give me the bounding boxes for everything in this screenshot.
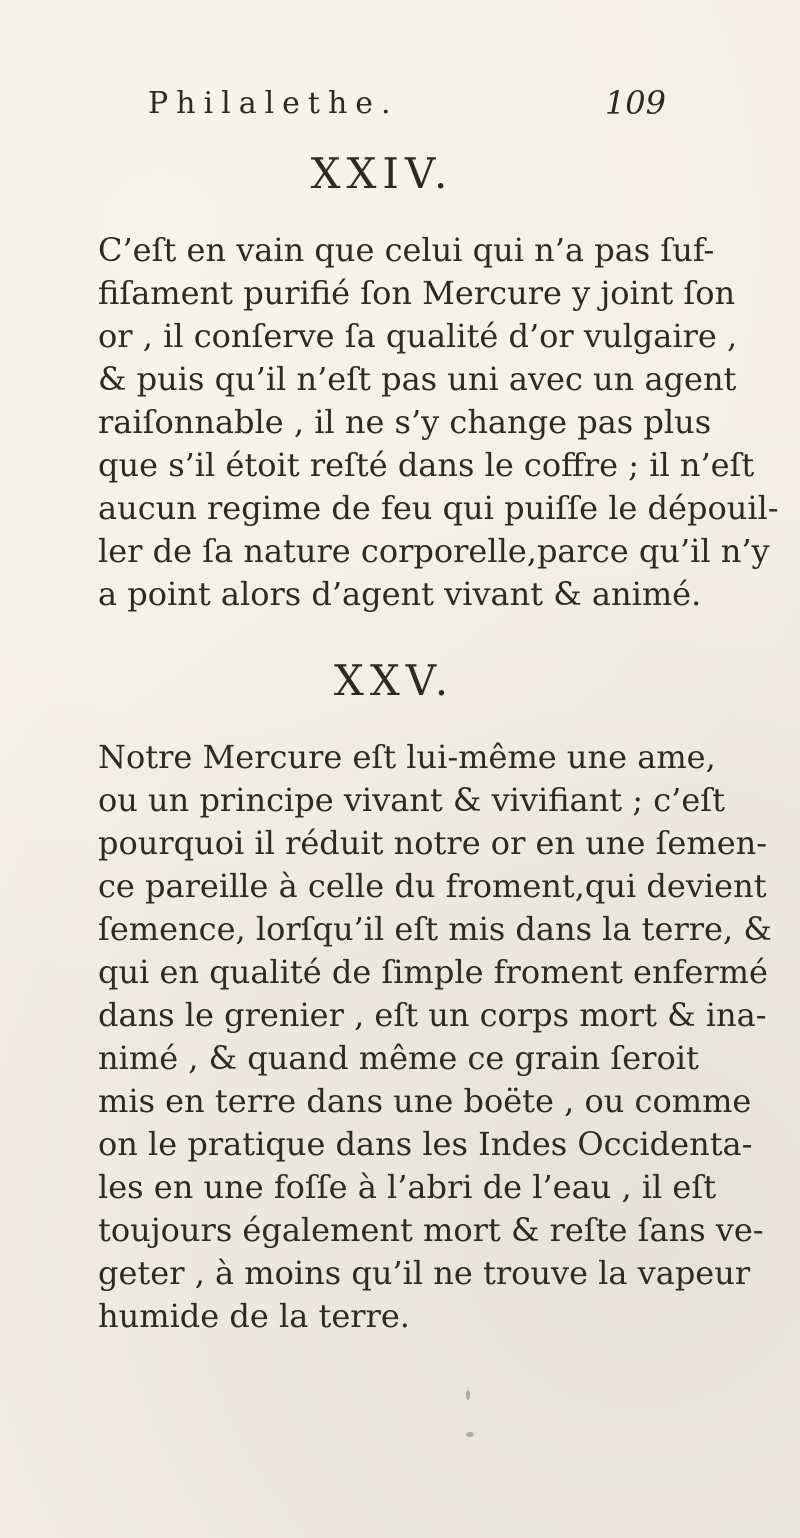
text-line: humide de la terre.: [98, 1297, 410, 1335]
text-line: nimé , & quand même ce grain ſeroit: [98, 1039, 699, 1077]
text-line: mis en terre dans une boëte , ou comme: [98, 1082, 752, 1120]
section-paragraph: [48, 736, 772, 1338]
page-number: 109: [604, 84, 666, 122]
text-line: Notre Mercure eſt lui-même une ame,: [98, 738, 716, 776]
section-heading: XXV.: [333, 656, 455, 705]
text-line: ou un principe vivant & vivifiant ; c’eſt: [98, 781, 725, 819]
text-line: raiſonnable , il ne s’y change pas plus: [98, 403, 712, 441]
text-line: dans le grenier , eſt un corps mort & ina-: [98, 996, 767, 1034]
section-heading: XXIV.: [310, 149, 454, 198]
text-line: on le pratique dans les Indes Occidenta-: [98, 1125, 753, 1163]
text-line: pourquoi il réduit notre or en une ſemen-: [98, 824, 768, 862]
section-paragraph: [48, 229, 779, 616]
text-line: aucun regime de feu qui puiſſe le dépouil-: [98, 489, 779, 527]
text-line: & puis qu’il n’eſt pas uni avec un agent: [98, 360, 737, 398]
page-header: [148, 86, 688, 130]
text-line: a point alors d’agent vivant & animé.: [98, 575, 702, 613]
text-line: fiſament purifié ſon Mercure y joint ſon: [98, 274, 736, 312]
text-line: qui en qualité de ſimple froment enfermé: [98, 953, 768, 991]
text-line: ce pareille à celle du froment,qui devient: [98, 867, 767, 905]
ink-speck: [466, 1432, 474, 1437]
running-title: Philalethe.: [148, 86, 399, 121]
text-line: C’eſt en vain que celui qui n’a pas ſuf-: [98, 231, 715, 269]
text-line: toujours également mort & reſte ſans ve-: [98, 1211, 764, 1249]
text-line: ſemence, lorſqu’il eſt mis dans la terre, &: [98, 910, 772, 948]
text-line: les en une foſſe à l’abri de l’eau , il eſt: [98, 1168, 717, 1206]
text-line: geter , à moins qu’il ne trouve la vapeur: [98, 1254, 751, 1292]
ink-speck: [466, 1390, 470, 1400]
text-line: ler de ſa nature corporelle,parce qu’il n’y: [98, 532, 770, 570]
text-line: or , il conſerve ſa qualité d’or vulgaire ,: [98, 317, 738, 355]
text-line: que s’il étoit reſté dans le coffre ; il n’eſt: [98, 446, 755, 484]
